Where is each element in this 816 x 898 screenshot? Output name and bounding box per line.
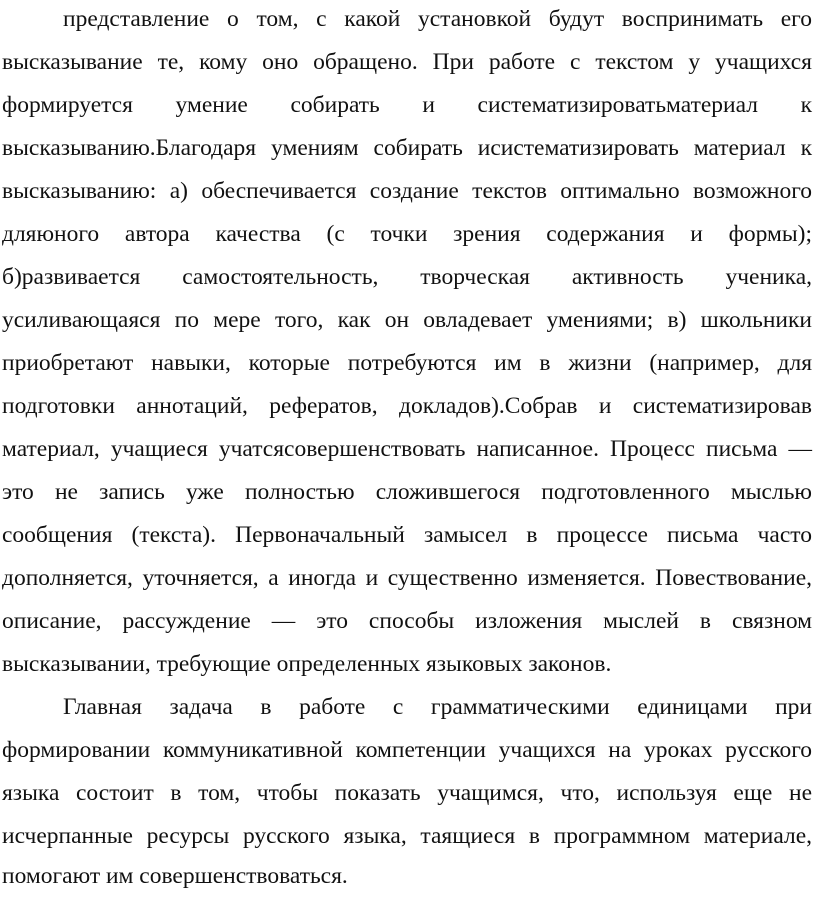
paragraph-1-line-9: приобретают навыки, которые потребуются им в жизни (например, для	[2, 350, 812, 376]
paragraph-1-line-1: представление о том, с какой установкой будут воспринимать его	[63, 6, 812, 32]
paragraph-1-line-11: материал, учащиеся учатсясовершенствовать написанное. Процесс письма —	[2, 436, 812, 462]
paragraph-2-line-4: исчерпанные ресурсы русского языка, таящиеся в программном материале,	[2, 823, 812, 849]
paragraph-1-line-3: формируется умение собирать и систематизироватьматериал к	[2, 92, 812, 118]
paragraph-1-line-8: усиливающаяся по мере того, как он овладевает умениями; в) школьники	[2, 307, 812, 333]
paragraph-1-line-4: высказыванию.Благодаря умениям собирать исистематизировать материал к	[2, 135, 812, 161]
paragraph-2-line-5: помогают им совершенствоваться.	[2, 863, 348, 889]
paragraph-1-line-2: высказывание те, кому оно обращено. При работе с текстом у учащихся	[2, 49, 812, 75]
paragraph-1-line-15: описание, рассуждение — это способы изложения мыслей в связном	[2, 608, 812, 634]
paragraph-1-line-12: это не запись уже полностью сложившегося подготовленного мыслью	[2, 479, 812, 505]
paragraph-2-line-3: языка состоит в том, чтобы показать учащимся, что, используя еще не	[2, 780, 812, 806]
paragraph-1-line-14: дополняется, уточняется, а иногда и существенно изменяется. Повествование,	[2, 565, 812, 591]
paragraph-1-line-5: высказыванию: а) обеспечивается создание текстов оптимально возможного	[2, 178, 812, 204]
paragraph-1-line-16: высказывании, требующие определенных языковых законов.	[2, 651, 612, 677]
paragraph-1-line-6: дляюного автора качества (с точки зрения содержания и формы);	[2, 221, 812, 247]
paragraph-2-line-1: Главная задача в работе с грамматическими единицами при	[63, 694, 812, 720]
paragraph-1-line-10: подготовки аннотаций, рефератов, докладов).Собрав и систематизировав	[2, 393, 812, 419]
paragraph-2-line-2: формировании коммуникативной компетенции учащихся на уроках русского	[2, 737, 812, 763]
paragraph-1-line-7: б)развивается самостоятельность, творческая активность ученика,	[2, 264, 812, 290]
paragraph-1-line-13: сообщения (текста). Первоначальный замысел в процессе письма часто	[2, 522, 812, 548]
